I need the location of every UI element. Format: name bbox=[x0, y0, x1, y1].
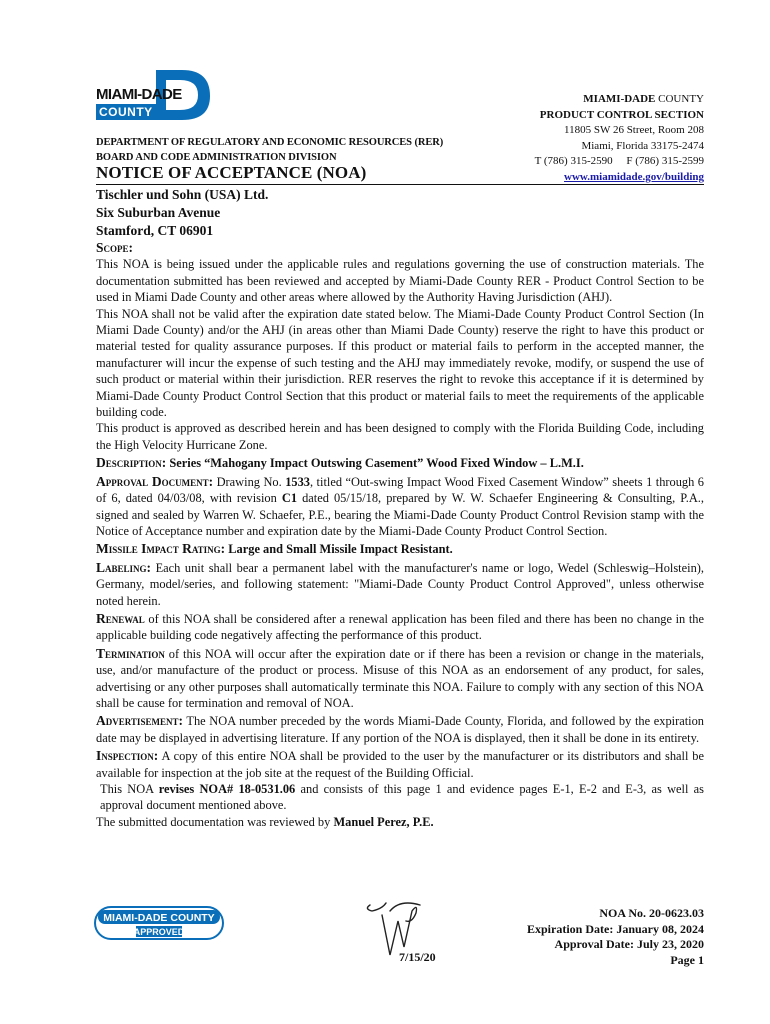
recipient-city: Stamford, CT 06901 bbox=[96, 223, 214, 238]
street-address: 11805 SW 26 Street, Room 208 bbox=[564, 124, 704, 136]
recipient-address bbox=[96, 186, 704, 240]
scope-heading: Scope: bbox=[96, 240, 134, 255]
recipient-name: Tischler und Sohn (USA) Ltd. bbox=[96, 187, 269, 202]
missile-rating-section: Missile Impact Rating: Large and Small Missile Impact Resistant. bbox=[96, 541, 453, 557]
revision-note: This NOA revises NOA# 18-0531.06 and consists of this page 1 and evidence pages E-1, E-2 and E-3, as well as approval document mentioned above. bbox=[100, 782, 704, 813]
scope-paragraph-1: This NOA is being issued under the applicable rules and regulations governing the use of construction materials. The documentation submitted has been reviewed and accepted by Miami-Dade County RER - Product Control Section to be used in Miami Dade County and other areas where allowed by the Authority Having Jurisdiction (AHJ). bbox=[96, 257, 704, 305]
termination-section: Termination of this NOA will occur after the expiration date or if there has been a revision or change in the materials, use, and/or manufacture of the product or process. Misuse of this NOA as an endorsement of any product, for sales, advertising or any other purposes shall automatically terminate this NOA. Failure to comply with any section of this NOA shall be cause for termination and removal of NOA. bbox=[96, 645, 704, 710]
recipient-street: Six Suburban Avenue bbox=[96, 205, 221, 220]
scope-paragraph-3: This product is approved as described herein and has been designed to comply with the Florida Building Code, including the High Velocity Hurricane Zone. bbox=[96, 421, 704, 452]
section-name: PRODUCT CONTROL SECTION bbox=[539, 108, 704, 121]
labeling-section: Labeling: Each unit shall bear a permanent label with the manufacturer's name or logo, Wedel (Schleswig–Holstein), Germany, model/series, and following statement: "Miami-Dade County Product Control Approved", unless otherwise noted herein. bbox=[96, 559, 704, 608]
department-block bbox=[96, 135, 443, 165]
office-address-block bbox=[535, 92, 704, 185]
scope-paragraph-2: This NOA shall not be valid after the expiration date stated below. The Miami-Dade County Product Control Section (In Miami Dade County) and/or the AHJ (in areas other than Miami Dade County) reserve the right to have this product or material tested for quality assurance purposes. If this product or material fails to perform in the accepted manner, the manufacturer will incur the expense of such testing and the AHJ may immediately revoke, modify, or suspend the use of such product or material within their jurisdiction. RER reserves the right to revoke this acceptance if it is determined by Miami-Dade County Product Control Section that this product or material fails to meet the requirements of the applicable building code. bbox=[96, 306, 704, 420]
division-name: BOARD AND CODE ADMINISTRATION DIVISION bbox=[96, 152, 337, 163]
title-divider bbox=[96, 184, 704, 185]
miami-dade-logo bbox=[94, 66, 212, 122]
expiration-date: Expiration Date: January 08, 2024 bbox=[527, 921, 704, 936]
inspection-section: Inspection: A copy of this entire NOA shall be provided to the user by the manufacturer or its distributors and shall be available for inspection at the job site at the request of the Building Official. bbox=[96, 748, 704, 780]
city-address: Miami, Florida 33175-2474 bbox=[581, 139, 704, 152]
logo-name-top: MIAMI-DADE bbox=[96, 86, 182, 103]
logo-name-bottom: COUNTY bbox=[96, 104, 156, 120]
advertisement-section: Advertisement: The NOA number preceded by the words Miami-Dade County, Florida, and followed by the expiration date may be displayed in advertising literature. If any portion of the NOA is displayed, then it shall be done in its entirety. bbox=[96, 713, 704, 745]
approved-badge-icon bbox=[94, 906, 224, 940]
badge-line-1: MIAMI-DADE COUNTY bbox=[103, 912, 215, 924]
department-name: DEPARTMENT OF REGULATORY AND ECONOMIC RESOURCES (RER) bbox=[96, 137, 444, 148]
signature-date: 7/15/20 bbox=[399, 950, 436, 964]
approval-document-section: Approval Document: Drawing No. 1533, titled “Out-swing Impact Wood Fixed Casement Window” sheets 1 through 6 of 6, dated 04/03/08, with revision C1 dated 05/15/18, prepared by W. W. Schaefer Engineering & Consulting, P.A., signed and sealed by Warren W. Schaefer, P.E., bearing the Miami-Dade County Product Control Revision stamp with the Notice of Acceptance number and expiration date by the Miami-Dade County Product Control Section. bbox=[96, 473, 704, 538]
page-title: NOTICE OF ACCEPTANCE (NOA) bbox=[96, 163, 367, 182]
phone-fax: T (786) 315-2590 F (786) 315-2599 bbox=[534, 155, 704, 167]
renewal-section: Renewal of this NOA shall be considered after a renewal application has been filed and there has been no change in the applicable building code negatively affecting the performance of this product. bbox=[96, 610, 704, 643]
website-link[interactable]: www.miamidade.gov/building bbox=[564, 170, 704, 183]
page-number: Page 1 bbox=[670, 952, 704, 967]
approval-date: Approval Date: July 23, 2020 bbox=[554, 937, 704, 951]
badge-line-2: APPROVED bbox=[133, 927, 185, 937]
noa-number: NOA No. 20-0623.03 bbox=[599, 906, 704, 920]
noa-footer bbox=[527, 906, 704, 968]
approved-badge bbox=[94, 906, 224, 940]
office-name: MIAMI-DADE COUNTY bbox=[583, 93, 704, 105]
reviewed-by: The submitted documentation was reviewed by Manuel Perez, P.E. bbox=[96, 814, 434, 829]
noa-body bbox=[96, 186, 704, 830]
description-section: Description: Series “Mahogany Impact Outswing Casement” Wood Fixed Window – L.M.I. bbox=[96, 455, 584, 471]
